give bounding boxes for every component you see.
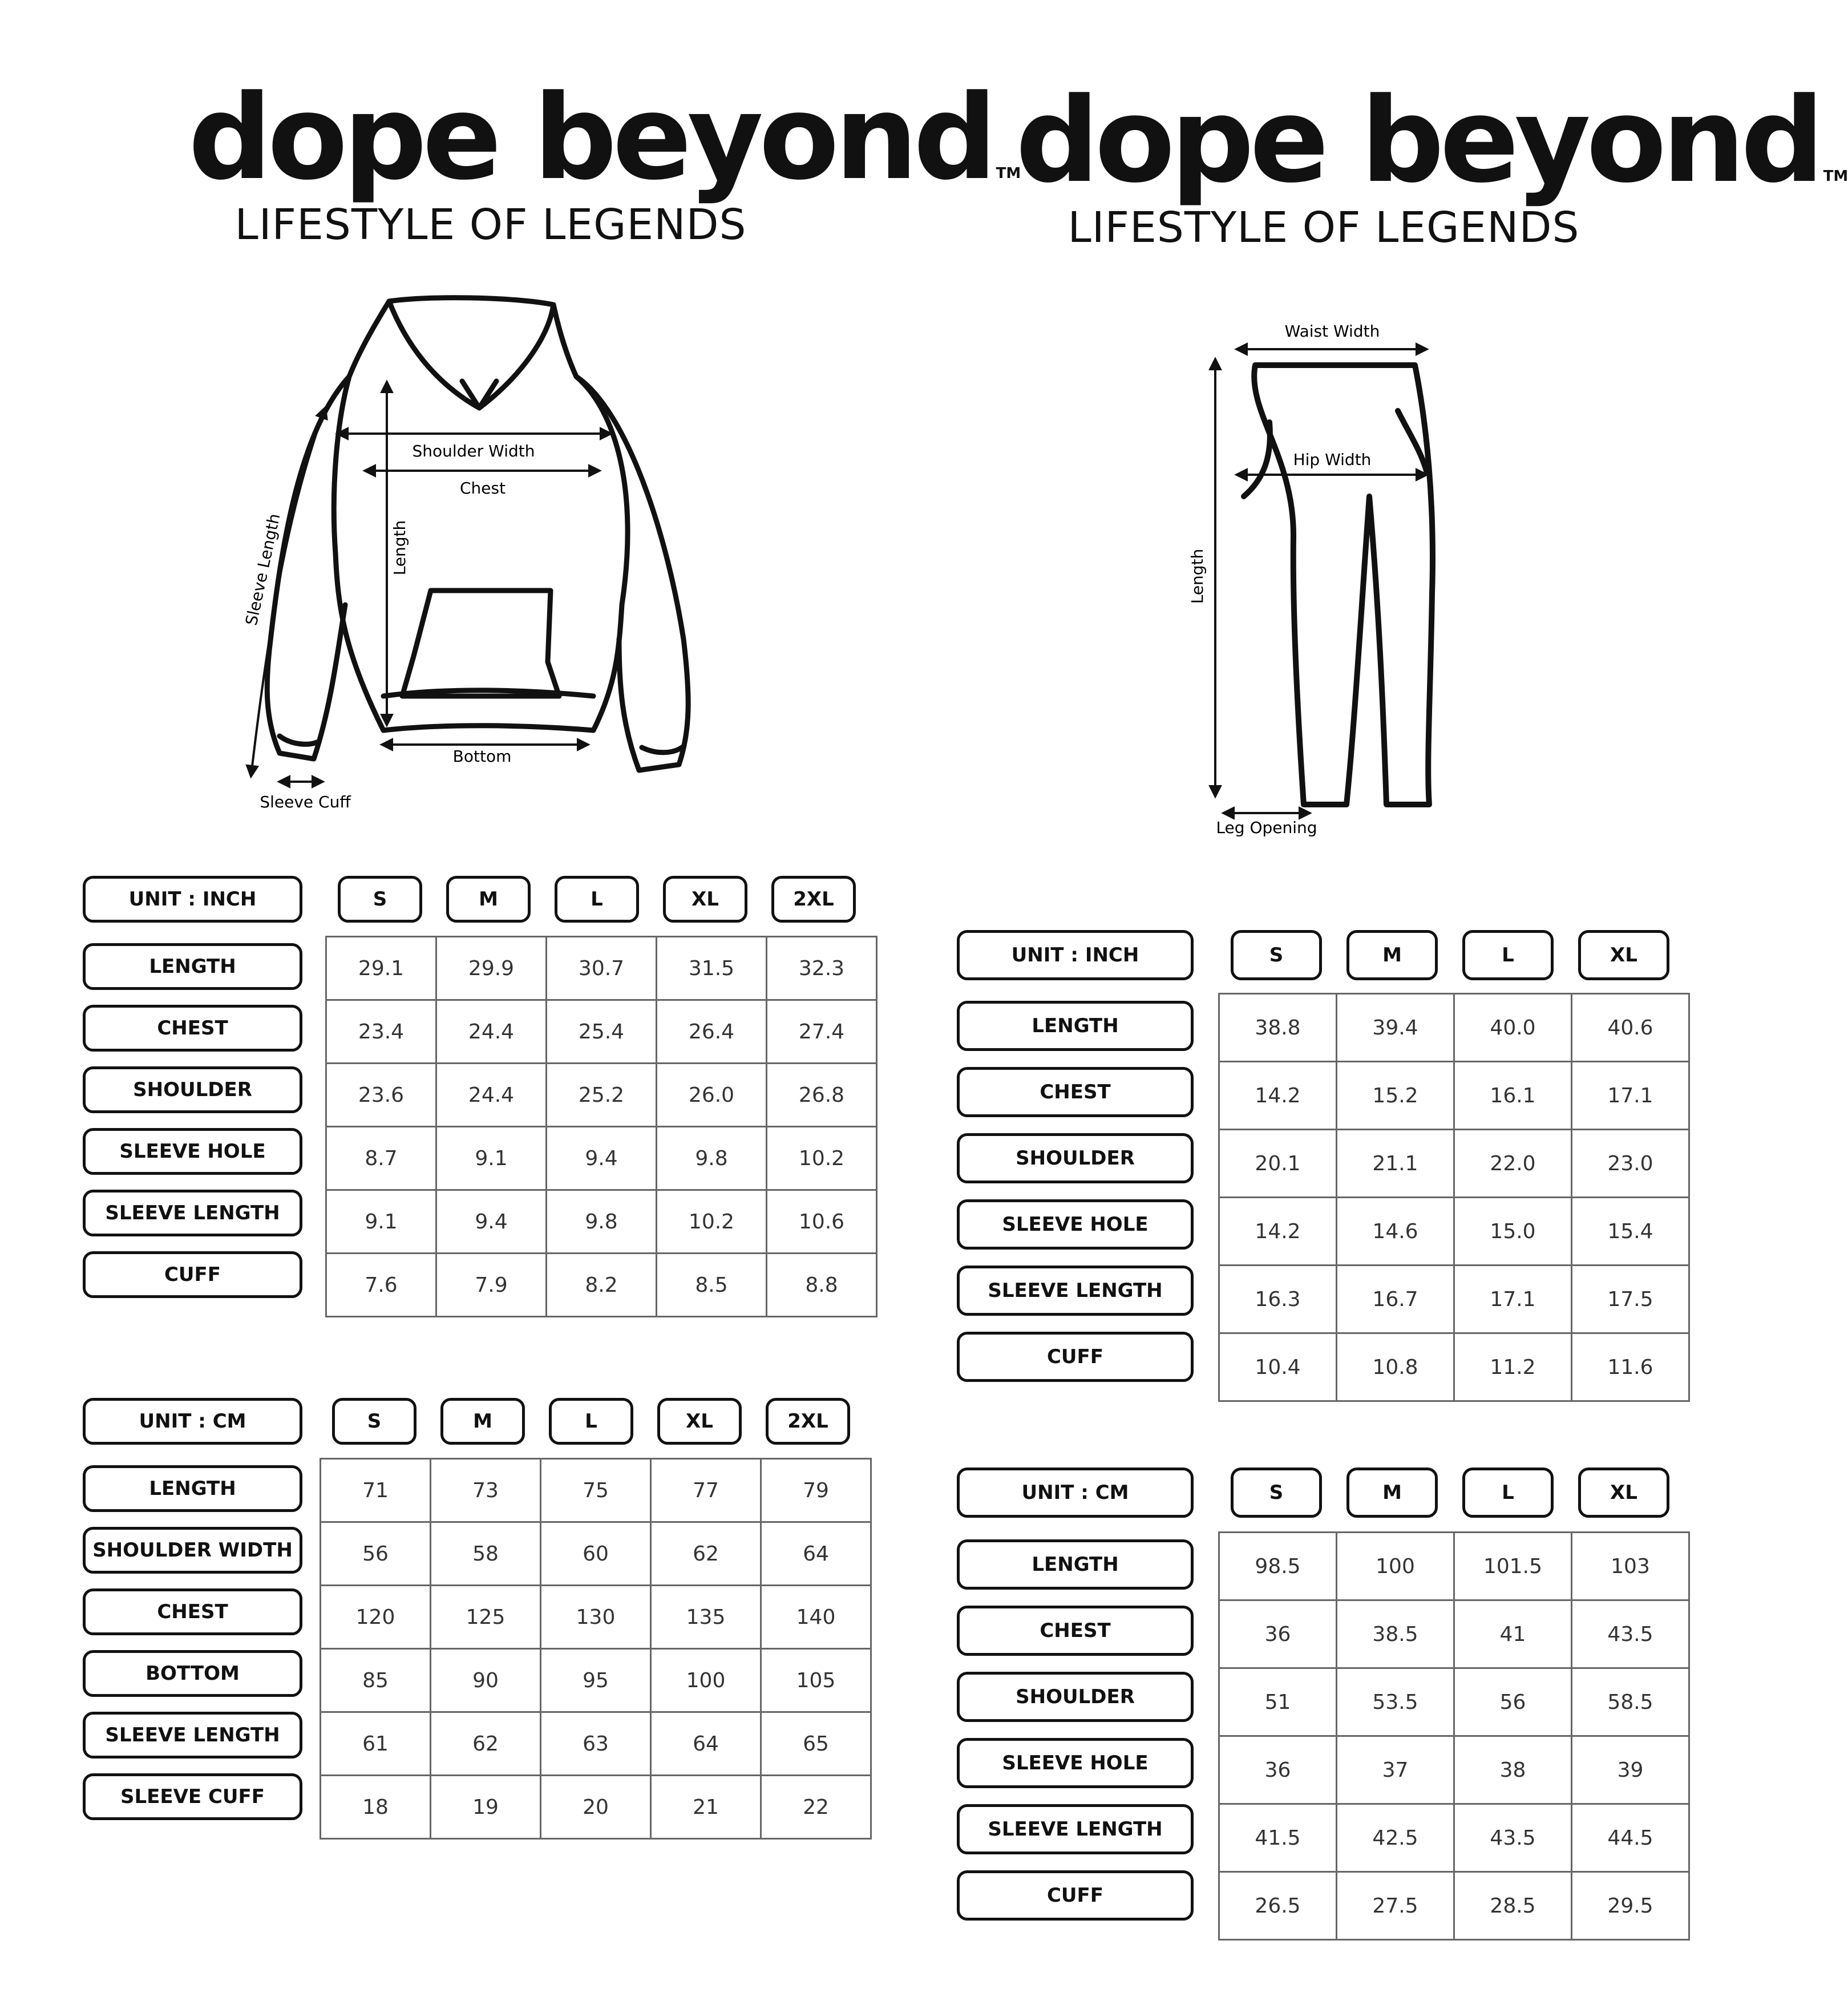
sleeve-cuff-label: Sleeve Cuff [260, 793, 351, 811]
size-header-xl: XL [1578, 930, 1669, 980]
row-label: CUFF [957, 1332, 1194, 1382]
row-label: SHOULDER [83, 1066, 302, 1113]
table-cell: 44.5 [1572, 1804, 1689, 1872]
row-label: CHEST [83, 1005, 302, 1052]
size-header-2xl: 2XL [771, 876, 856, 923]
value-grid [1218, 993, 1690, 1402]
row-label: SHOULDER [957, 1133, 1194, 1183]
table-cell: 29.9 [436, 937, 547, 1000]
size-header-xl: XL [657, 1398, 742, 1445]
table-row [321, 1649, 871, 1712]
table-cell: 38.5 [1337, 1600, 1454, 1668]
size-header-m: M [440, 1398, 525, 1445]
table-cell: 100 [651, 1649, 761, 1712]
size-header-2xl: 2XL [766, 1398, 850, 1445]
row-label: CUFF [83, 1251, 302, 1298]
table-cell: 9.8 [657, 1127, 767, 1190]
brand-tagline: LIFESTYLE OF LEGENDS [1067, 203, 1580, 252]
table-cell: 27.5 [1337, 1872, 1454, 1940]
row-label: SLEEVE LENGTH [957, 1804, 1194, 1854]
table-cell: 65 [761, 1712, 871, 1776]
table-cell: 7.6 [326, 1254, 436, 1317]
table-cell: 90 [431, 1649, 541, 1712]
table-cell: 15.0 [1454, 1198, 1572, 1266]
unit-label: UNIT : INCH [957, 930, 1194, 980]
table-row [1219, 1062, 1689, 1130]
table-cell: 16.1 [1454, 1062, 1572, 1130]
brand-logo-left [188, 70, 1021, 249]
table-cell: 15.2 [1337, 1062, 1454, 1130]
table-cell: 56 [1454, 1668, 1572, 1736]
table-cell: 40.0 [1454, 994, 1572, 1062]
table-cell: 95 [541, 1649, 651, 1712]
value-grid [320, 1458, 872, 1840]
table-row [326, 1000, 877, 1064]
table-cell: 41.5 [1219, 1804, 1337, 1872]
table-cell: 25.2 [547, 1064, 657, 1127]
table-row [326, 937, 877, 1000]
table-row [321, 1459, 871, 1522]
table-cell: 7.9 [436, 1254, 547, 1317]
value-grid [1218, 1531, 1690, 1941]
table-cell: 31.5 [657, 937, 767, 1000]
row-label: SHOULDER WIDTH [83, 1527, 302, 1574]
table-cell: 24.4 [436, 1064, 547, 1127]
table-cell: 8.7 [326, 1127, 436, 1190]
table-row [326, 1064, 877, 1127]
table-row [1219, 1668, 1689, 1736]
size-header-s: S [332, 1398, 416, 1445]
row-label: SLEEVE LENGTH [83, 1190, 302, 1236]
row-label: CHEST [957, 1606, 1194, 1656]
table-cell: 32.3 [767, 937, 877, 1000]
length-label: Length [390, 520, 409, 576]
table-cell: 29.5 [1572, 1872, 1689, 1940]
table-cell: 16.3 [1219, 1266, 1337, 1333]
bottom-label: Bottom [452, 747, 512, 766]
table-row [1219, 1736, 1689, 1804]
table-cell: 51 [1219, 1668, 1337, 1736]
row-label: SLEEVE HOLE [957, 1738, 1194, 1788]
size-header-l: L [1462, 1468, 1554, 1518]
size-header-xl: XL [663, 876, 747, 923]
table-cell: 8.8 [767, 1254, 877, 1317]
table-row [321, 1586, 871, 1649]
table-cell: 11.6 [1572, 1333, 1689, 1401]
table-cell: 79 [761, 1459, 871, 1522]
table-cell: 9.1 [436, 1127, 547, 1190]
row-label: CHEST [83, 1588, 302, 1635]
table-row [1219, 1198, 1689, 1266]
table-cell: 21 [651, 1776, 761, 1839]
size-header-s: S [1231, 930, 1322, 980]
table-cell: 9.4 [547, 1127, 657, 1190]
table-cell: 125 [431, 1586, 541, 1649]
table-row [1219, 1804, 1689, 1872]
table-row [321, 1522, 871, 1586]
unit-label: UNIT : CM [957, 1468, 1194, 1518]
table-cell: 39.4 [1337, 994, 1454, 1062]
table-cell: 23.0 [1572, 1130, 1689, 1198]
row-label: SLEEVE LENGTH [957, 1266, 1194, 1316]
table-cell: 9.1 [326, 1190, 436, 1254]
row-label: SLEEVE HOLE [957, 1199, 1194, 1250]
chest-label: Chest [459, 479, 506, 498]
table-cell: 8.5 [657, 1254, 767, 1317]
table-cell: 10.6 [767, 1190, 877, 1254]
table-cell: 43.5 [1572, 1600, 1689, 1668]
waist-width-label: Waist Width [1284, 322, 1380, 341]
table-cell: 23.6 [326, 1064, 436, 1127]
hoodie-diagram [217, 285, 730, 833]
table-cell: 43.5 [1454, 1804, 1572, 1872]
table-cell: 62 [431, 1712, 541, 1776]
table-cell: 85 [321, 1649, 431, 1712]
table-cell: 60 [541, 1522, 651, 1586]
table-cell: 36 [1219, 1736, 1337, 1804]
size-header-m: M [446, 876, 531, 923]
table-cell: 10.4 [1219, 1333, 1337, 1401]
table-cell: 77 [651, 1459, 761, 1522]
table-cell: 39 [1572, 1736, 1689, 1804]
table-row [326, 1254, 877, 1317]
hip-width-label: Hip Width [1293, 450, 1372, 469]
size-header-l: L [1462, 930, 1554, 980]
table-cell: 105 [761, 1649, 871, 1712]
row-label: LENGTH [957, 1001, 1194, 1051]
table-cell: 40.6 [1572, 994, 1689, 1062]
table-cell: 28.5 [1454, 1872, 1572, 1940]
table-cell: 11.2 [1454, 1333, 1572, 1401]
leg-opening-label: Leg Opening [1216, 818, 1317, 837]
table-row [1219, 994, 1689, 1062]
table-cell: 26.5 [1219, 1872, 1337, 1940]
table-row [1219, 1266, 1689, 1333]
table-cell: 64 [761, 1522, 871, 1586]
size-header-m: M [1346, 1468, 1438, 1518]
table-row [326, 1127, 877, 1190]
row-label: LENGTH [83, 1465, 302, 1512]
table-cell: 38.8 [1219, 994, 1337, 1062]
table-cell: 26.0 [657, 1064, 767, 1127]
table-cell: 103 [1572, 1533, 1689, 1600]
table-cell: 53.5 [1337, 1668, 1454, 1736]
table-cell: 63 [541, 1712, 651, 1776]
table-row [1219, 1533, 1689, 1600]
row-label: LENGTH [83, 943, 302, 990]
table-cell: 14.6 [1337, 1198, 1454, 1266]
table-cell: 75 [541, 1459, 651, 1522]
table-cell: 42.5 [1337, 1804, 1454, 1872]
table-cell: 98.5 [1219, 1533, 1337, 1600]
table-cell: 100 [1337, 1533, 1454, 1600]
table-row [326, 1190, 877, 1254]
table-row [321, 1712, 871, 1776]
row-label: CHEST [957, 1067, 1194, 1117]
table-cell: 38 [1454, 1736, 1572, 1804]
unit-label: UNIT : INCH [83, 876, 302, 923]
unit-label: UNIT : CM [83, 1398, 302, 1445]
table-cell: 17.1 [1454, 1266, 1572, 1333]
table-cell: 130 [541, 1586, 651, 1649]
value-grid [325, 936, 878, 1317]
table-cell: 41 [1454, 1600, 1572, 1668]
table-cell: 29.1 [326, 937, 436, 1000]
table-cell: 36 [1219, 1600, 1337, 1668]
table-cell: 26.4 [657, 1000, 767, 1064]
table-cell: 64 [651, 1712, 761, 1776]
sleeve-length-label: Sleeve Length [241, 512, 284, 627]
table-row [321, 1776, 871, 1839]
shoulder-width-label: Shoulder Width [412, 442, 535, 460]
table-cell: 135 [651, 1586, 761, 1649]
table-cell: 24.4 [436, 1000, 547, 1064]
table-cell: 16.7 [1337, 1266, 1454, 1333]
neck-v [462, 381, 496, 408]
table-cell: 22.0 [1454, 1130, 1572, 1198]
row-label: CUFF [957, 1870, 1194, 1921]
row-label: SLEEVE CUFF [83, 1773, 302, 1820]
table-cell: 10.2 [767, 1127, 877, 1190]
brand-wordmark: dope beyond TM [188, 70, 1021, 206]
table-cell: 22 [761, 1776, 871, 1839]
table-row [1219, 1130, 1689, 1198]
table-cell: 17.1 [1572, 1062, 1689, 1130]
size-header-l: L [555, 876, 639, 923]
table-cell: 101.5 [1454, 1533, 1572, 1600]
table-cell: 10.2 [657, 1190, 767, 1254]
table-cell: 26.8 [767, 1064, 877, 1127]
brand-logo-right [1016, 73, 1848, 252]
table-cell: 9.4 [436, 1190, 547, 1254]
table-cell: 20.1 [1219, 1130, 1337, 1198]
table-row [1219, 1872, 1689, 1940]
size-header-s: S [338, 876, 422, 923]
table-cell: 18 [321, 1776, 431, 1839]
brand-tagline: LIFESTYLE OF LEGENDS [234, 200, 747, 249]
table-cell: 120 [321, 1586, 431, 1649]
cuff-right [642, 746, 684, 753]
body-left [334, 377, 383, 730]
table-cell: 140 [761, 1586, 871, 1649]
table-cell: 23.4 [326, 1000, 436, 1064]
table-cell: 71 [321, 1459, 431, 1522]
table-cell: 15.4 [1572, 1198, 1689, 1266]
table-cell: 62 [651, 1522, 761, 1586]
pants-diagram [1175, 308, 1472, 856]
table-cell: 56 [321, 1522, 431, 1586]
row-label: SLEEVE LENGTH [83, 1712, 302, 1759]
row-label: SLEEVE HOLE [83, 1128, 302, 1175]
table-cell: 58.5 [1572, 1668, 1689, 1736]
table-cell: 58 [431, 1522, 541, 1586]
table-cell: 17.5 [1572, 1266, 1689, 1333]
table-row [1219, 1600, 1689, 1668]
table-cell: 73 [431, 1459, 541, 1522]
size-header-l: L [549, 1398, 633, 1445]
table-cell: 14.2 [1219, 1198, 1337, 1266]
table-cell: 20 [541, 1776, 651, 1839]
length-label: Length [1188, 548, 1207, 604]
table-cell: 8.2 [547, 1254, 657, 1317]
table-cell: 9.8 [547, 1190, 657, 1254]
table-cell: 37 [1337, 1736, 1454, 1804]
row-label: BOTTOM [83, 1650, 302, 1697]
sleeve-right [576, 377, 688, 770]
table-cell: 30.7 [547, 937, 657, 1000]
pocket [402, 591, 559, 696]
brand-wordmark: dope beyond TM [1016, 73, 1848, 209]
size-header-s: S [1231, 1468, 1322, 1518]
cuff-left [280, 736, 318, 744]
size-header-xl: XL [1578, 1468, 1669, 1518]
table-cell: 27.4 [767, 1000, 877, 1064]
size-header-m: M [1346, 930, 1438, 980]
pocket-left [1244, 422, 1270, 496]
row-label: SHOULDER [957, 1672, 1194, 1722]
row-label: LENGTH [957, 1539, 1194, 1590]
table-cell: 61 [321, 1712, 431, 1776]
table-cell: 19 [431, 1776, 541, 1839]
table-row [1219, 1333, 1689, 1401]
table-cell: 14.2 [1219, 1062, 1337, 1130]
table-cell: 25.4 [547, 1000, 657, 1064]
table-cell: 10.8 [1337, 1333, 1454, 1401]
table-cell: 21.1 [1337, 1130, 1454, 1198]
